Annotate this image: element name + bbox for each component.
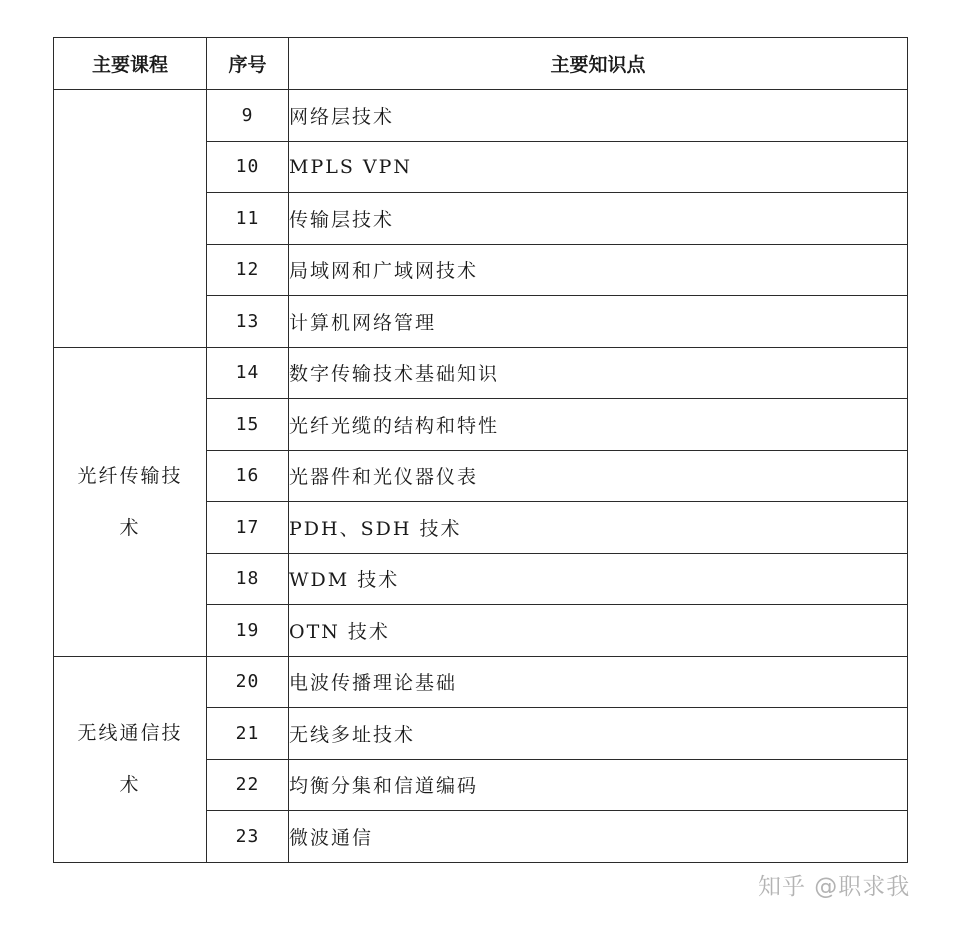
- course-name-line: 术: [119, 516, 141, 539]
- index-cell: 18: [207, 553, 289, 605]
- course-cell: [54, 656, 207, 862]
- topic-cell: OTN 技术: [289, 605, 908, 657]
- topic-cell: 局域网和广域网技术: [289, 244, 908, 296]
- index-cell: 19: [207, 605, 289, 657]
- index-cell: 21: [207, 708, 289, 760]
- index-cell: 17: [207, 502, 289, 554]
- table-body: [54, 90, 908, 863]
- course-name-line: 光纤传输技: [77, 464, 183, 487]
- index-cell: 20: [207, 656, 289, 708]
- topic-cell: WDM 技术: [289, 553, 908, 605]
- topic-cell: 无线多址技术: [289, 708, 908, 760]
- index-cell: 10: [207, 141, 289, 193]
- index-cell: 14: [207, 347, 289, 399]
- table-row: [54, 90, 908, 142]
- topic-cell: 光器件和光仪器仪表: [289, 450, 908, 502]
- header-row: [54, 38, 908, 90]
- course-name-line: 术: [119, 774, 141, 796]
- topic-cell: 数字传输技术基础知识: [289, 347, 908, 399]
- topic-cell: 均衡分集和信道编码: [289, 759, 908, 811]
- topic-cell: 微波通信: [289, 811, 908, 863]
- table-row: [54, 656, 908, 708]
- course-name-line: 无线通信技: [77, 722, 183, 744]
- watermark: 知乎 @职求我: [758, 874, 911, 900]
- topic-cell: 电波传播理论基础: [289, 656, 908, 708]
- header-course: 主要课程: [54, 38, 207, 90]
- index-cell: 12: [207, 244, 289, 296]
- curriculum-table: [53, 37, 908, 863]
- index-cell: 11: [207, 193, 289, 245]
- index-cell: 13: [207, 296, 289, 348]
- header-index: 序号: [207, 38, 289, 90]
- topic-cell: 传输层技术: [289, 193, 908, 245]
- index-cell: 15: [207, 399, 289, 451]
- index-cell: 23: [207, 811, 289, 863]
- index-cell: 9: [207, 90, 289, 142]
- topic-cell: MPLS VPN: [289, 141, 908, 193]
- topic-cell: PDH、SDH 技术: [289, 502, 908, 554]
- topic-cell: 网络层技术: [289, 90, 908, 142]
- topic-cell: 计算机网络管理: [289, 296, 908, 348]
- index-cell: 22: [207, 759, 289, 811]
- course-cell: [54, 90, 207, 348]
- header-topics: 主要知识点: [289, 38, 908, 90]
- table-row: [54, 347, 908, 399]
- index-cell: 16: [207, 450, 289, 502]
- topic-cell: 光纤光缆的结构和特性: [289, 399, 908, 451]
- course-cell: [54, 347, 207, 656]
